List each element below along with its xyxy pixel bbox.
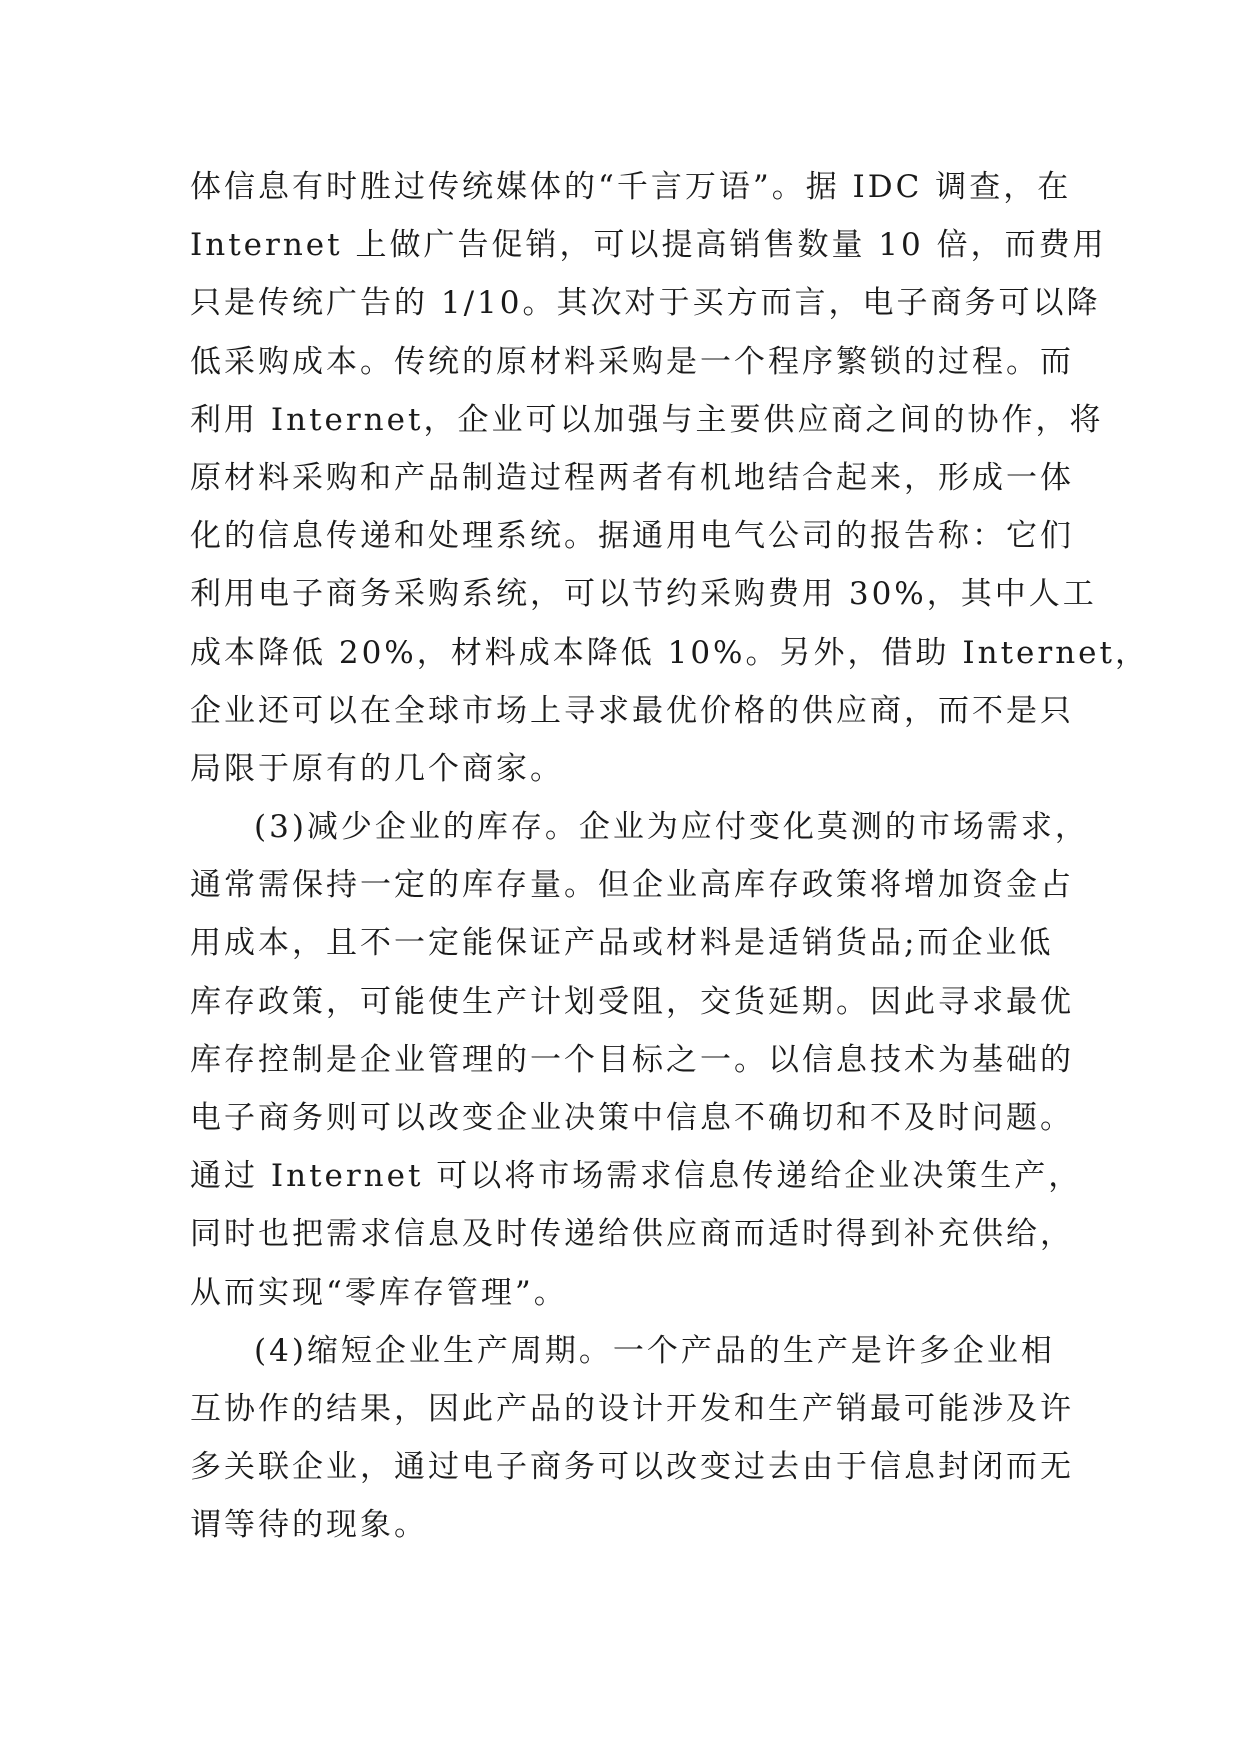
text-line: 化的信息传递和处理系统。据通用电气公司的报告称：它们	[190, 518, 1074, 555]
text-line: 谓等待的现象。	[190, 1507, 428, 1544]
text-line: 电子商务则可以改变企业决策中信息不确切和不及时问题。	[190, 1100, 1074, 1136]
text-line: 通常需保持一定的库存量。但企业高库存政策将增加资金占	[190, 867, 1074, 904]
text-line: Internet 上做广告促销，可以提高销售数量 10 倍，而费用	[190, 227, 1107, 264]
text-line: 多关联企业，通过电子商务可以改变过去由于信息封闭而无	[190, 1449, 1074, 1486]
text-line: 只是传统广告的 1/10。其次对于买方而言，电子商务可以降	[190, 285, 1101, 322]
text-line: 成本降低 20%，材料成本降低 10%。另外，借助 Internet，	[190, 634, 1149, 671]
text-line: 同时也把需求信息及时传递给供应商而适时得到补充供给，	[190, 1216, 1074, 1253]
text-line: 企业还可以在全球市场上寻求最优价格的供应商，而不是只	[190, 692, 1074, 729]
text-line: 原材料采购和产品制造过程两者有机地结合起来，形成一体	[190, 459, 1074, 496]
text-line: 利用电子商务采购系统，可以节约采购费用 30%，其中人工	[190, 576, 1097, 613]
body-text	[190, 158, 1149, 1555]
text-line: 库存政策，可能使生产计划受阻，交货延期。因此寻求最优	[190, 983, 1074, 1020]
text-line: 库存控制是企业管理的一个目标之一。以信息技术为基础的	[190, 1041, 1074, 1078]
text-line: 用成本，且不一定能保证产品或材料是适销货品;而企业低	[190, 925, 1054, 962]
paragraph-3-first-line: (3)减少企业的库存。企业为应付变化莫测的市场需求，	[254, 809, 1089, 846]
text-line: 互协作的结果，因此产品的设计开发和生产销最可能涉及许	[190, 1390, 1074, 1427]
text-line: 利用 Internet，企业可以加强与主要供应商之间的协作，将	[190, 401, 1104, 438]
text-line: 通过 Internet 可以将市场需求信息传递给企业决策生产，	[190, 1158, 1083, 1195]
text-line: 局限于原有的几个商家。	[190, 750, 564, 787]
paragraph-4-first-line: (4)缩短企业生产周期。一个产品的生产是许多企业相	[254, 1332, 1055, 1369]
text-line: 从而实现“零库存管理”。	[190, 1274, 568, 1311]
text-line: 体信息有时胜过传统媒体的“千言万语”。据 IDC 调查，在	[190, 169, 1072, 205]
text-line: 低采购成本。传统的原材料采购是一个程序繁锁的过程。而	[190, 343, 1074, 380]
